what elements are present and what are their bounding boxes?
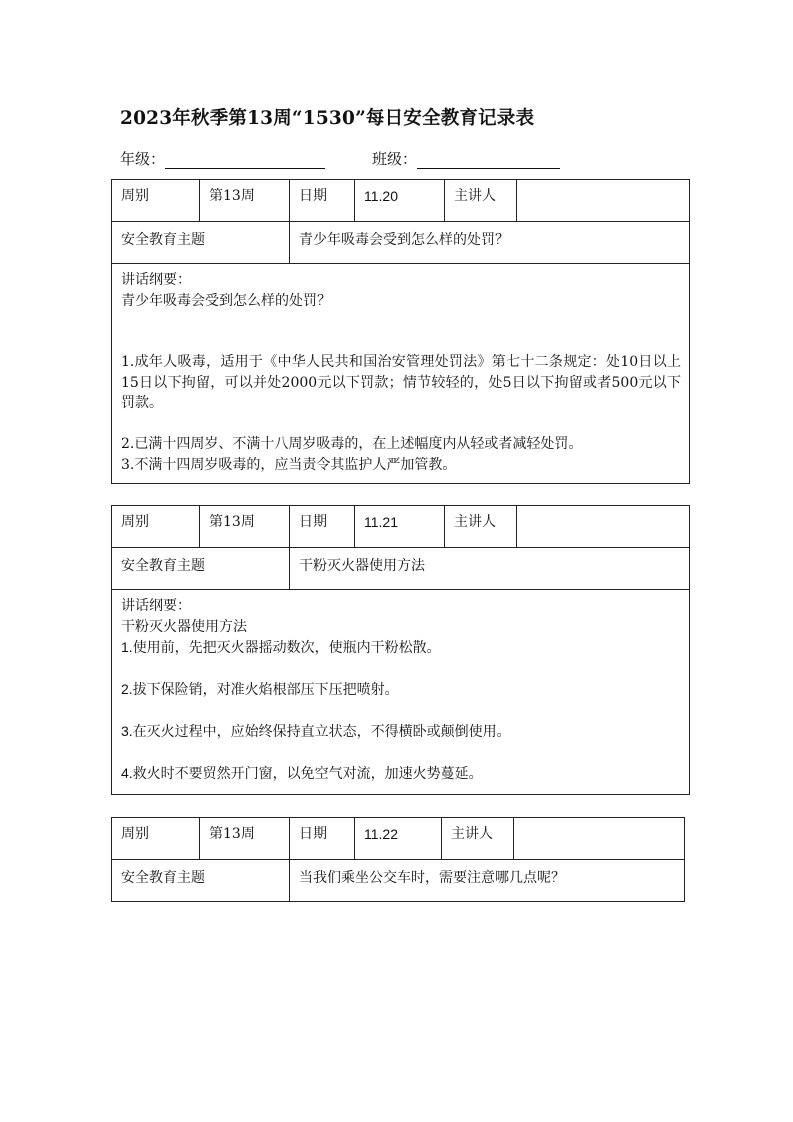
speaker-label: 主讲人 xyxy=(445,506,517,548)
outline-label: 讲话纲要： xyxy=(121,272,191,288)
topic-label: 安全教育主题 xyxy=(112,548,290,590)
outline-point-2: 2.已满十四周岁、不满十八周岁吸毒的，在上述幅度内从轻或者减轻处罚。 xyxy=(121,436,583,452)
outline-point-1: 1.成年人吸毒，适用于《中华人民共和国治安管理处罚法》第七十二条规定：处10日以上15日以下拘留，可以并处2000元以下罚款；情节较轻的，处5日以下拘留或者500元以下罚款。 xyxy=(121,354,681,411)
speaker-label: 主讲人 xyxy=(445,180,517,222)
date-label: 日期 xyxy=(290,506,355,548)
record-table-3 xyxy=(111,817,685,902)
page-title: 2023年秋季第13周“1530”每日安全教育记录表 xyxy=(120,108,535,129)
record-table-2 xyxy=(111,505,690,795)
date-value: 11.22 xyxy=(355,818,442,860)
record-table-1 xyxy=(111,179,690,484)
outline-point-2: 2.拔下保险销，对准火焰根部压下压把喷射。 xyxy=(121,681,399,698)
outline-label: 讲话纲要： xyxy=(121,598,191,614)
speaker-value[interactable] xyxy=(517,506,690,548)
grade-blank-line[interactable] xyxy=(165,152,325,169)
outline-point-3: 3.在灭火过程中，应始终保持直立状态，不得横卧或颠倒使用。 xyxy=(121,723,511,740)
topic-label: 安全教育主题 xyxy=(112,860,290,902)
speaker-value[interactable] xyxy=(514,818,685,860)
outline-heading: 青少年吸毒会受到怎么样的处罚？ xyxy=(121,292,331,309)
outline-point-3: 3.不满十四周岁吸毒的，应当责令其监护人严加管教。 xyxy=(121,456,457,473)
outline-cell xyxy=(112,590,690,795)
topic-label: 安全教育主题 xyxy=(112,222,290,264)
speaker-value[interactable] xyxy=(517,180,690,222)
topic-value: 青少年吸毒会受到怎么样的处罚？ xyxy=(290,222,690,264)
week-value: 第13周 xyxy=(200,180,290,222)
week-label: 周别 xyxy=(112,180,200,222)
grade-label: 年级： xyxy=(120,150,166,168)
date-value: 11.20 xyxy=(355,180,445,222)
date-label: 日期 xyxy=(290,180,355,222)
date-label: 日期 xyxy=(290,818,355,860)
week-label: 周别 xyxy=(112,506,200,548)
week-value: 第13周 xyxy=(200,506,290,548)
topic-value: 干粉灭火器使用方法 xyxy=(290,548,690,590)
class-label: 班级： xyxy=(372,150,418,168)
speaker-label: 主讲人 xyxy=(442,818,514,860)
outline-point-4: 4.救火时不要贸然开门窗，以免空气对流，加速火势蔓延。 xyxy=(121,765,483,782)
class-blank-line[interactable] xyxy=(417,152,560,169)
date-value: 11.21 xyxy=(355,506,445,548)
outline-point-1: 1.使用前，先把灭火器摇动数次，使瓶内干粉松散。 xyxy=(121,639,441,656)
grade-field xyxy=(120,148,325,169)
week-value: 第13周 xyxy=(200,818,290,860)
class-field xyxy=(372,148,560,169)
topic-value: 当我们乘坐公交车时，需要注意哪几点呢？ xyxy=(290,860,685,902)
outline-cell xyxy=(112,264,690,484)
week-label: 周别 xyxy=(112,818,200,860)
outline-heading: 干粉灭火器使用方法 xyxy=(121,618,247,635)
